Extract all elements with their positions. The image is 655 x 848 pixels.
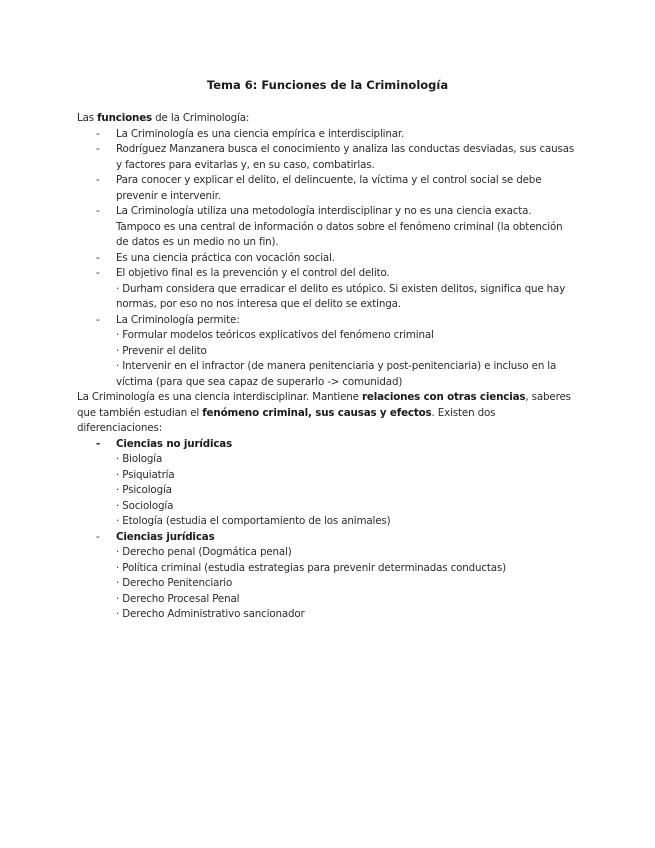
- science-item: · Derecho penal (Dogmática penal): [116, 546, 292, 558]
- science-item: · Derecho Penitenciario: [116, 577, 233, 589]
- function-subitem: · Intervenir en el infractor (de manera penitenciaria y post-penitenciaria) e incluso en la víctima (para que sea capaz de superarlo -> comunidad): [116, 360, 557, 388]
- non-legal-list: [116, 452, 577, 530]
- function-text: El objetivo final es la prevención y el control del delito.: [116, 267, 390, 279]
- relations-bold-2: fenómeno criminal, sus causas y efectos: [202, 406, 432, 419]
- relations-text-2: , saberes que también estudian el: [77, 391, 571, 419]
- function-subitem: · Formular modelos teóricos explicativos del fenómeno criminal: [116, 329, 434, 341]
- document-title: Tema 6: Funciones de la Criminología: [206, 78, 449, 92]
- legal-label: Ciencias jurídicas: [116, 530, 215, 543]
- science-item: · Sociología: [116, 499, 174, 512]
- legal-sciences: [77, 530, 577, 623]
- function-subitem: · Prevenir el delito: [116, 344, 207, 357]
- science-item: · Psicología: [116, 484, 172, 496]
- bullet-dash: -: [96, 313, 100, 326]
- science-item: · Etología (estudia el comportamiento de los animales): [116, 515, 391, 527]
- function-item: [77, 173, 577, 204]
- relations-text-3: . Existen dos diferenciaciones:: [77, 406, 496, 434]
- intro-bold: funciones: [97, 112, 153, 124]
- non-legal-label: Ciencias no jurídicas: [116, 437, 233, 450]
- function-item: [77, 313, 577, 391]
- science-item: · Política criminal (estudia estrategias para prevenir determinadas conductas): [116, 561, 507, 574]
- function-text: La Criminología es una ciencia empírica e interdisciplinar.: [116, 127, 405, 140]
- function-text: La Criminología utiliza una metodología interdisciplinar y no es una ciencia exacta. Tampoco es una central de información o datos sobre el fenómeno criminal (la obtención de datos es un medio no un fin).: [116, 205, 563, 248]
- relations-paragraph: [77, 390, 577, 437]
- function-subitem: · Durham considera que erradicar el delito es utópico. Si existen delitos, significa que hay normas, por eso no nos interesa que el delito se extinga.: [116, 282, 566, 310]
- science-item: · Derecho Administrativo sancionador: [116, 608, 305, 620]
- document-body: [77, 111, 577, 623]
- relations-text-1: La Criminología es una ciencia interdisciplinar. Mantiene: [77, 391, 362, 403]
- bullet-dash: -: [96, 174, 100, 186]
- bullet-dash: -: [96, 127, 100, 140]
- bullet-dash: -: [96, 267, 100, 279]
- bullet-dash: -: [96, 530, 100, 543]
- bullet-dash: -: [96, 205, 100, 217]
- science-item: · Derecho Procesal Penal: [116, 592, 240, 605]
- bullet-dash: -: [96, 437, 101, 450]
- science-item: · Biología: [116, 453, 163, 465]
- function-text: Para conocer y explicar el delito, el delincuente, la víctima y el control social se debe prevenir e intervenir.: [116, 174, 542, 202]
- intro-text: Las: [77, 112, 98, 124]
- function-item: [77, 251, 577, 267]
- bullet-dash: -: [96, 251, 100, 264]
- science-item: · Psiquiatría: [116, 468, 175, 481]
- non-legal-sciences: [77, 437, 577, 530]
- function-item: [77, 127, 577, 143]
- function-text: Rodríguez Manzanera busca el conocimiento y analiza las conductas desviadas, sus causas y factores para evitarlas y, en su caso, combatirlas.: [116, 143, 575, 171]
- function-text: La Criminología permite:: [116, 313, 240, 326]
- function-item: [77, 204, 577, 251]
- function-item: [77, 142, 577, 173]
- intro-text-end: de la Criminología:: [152, 112, 250, 124]
- functions-list: [77, 127, 577, 391]
- relations-bold-1: relaciones con otras ciencias: [361, 391, 526, 403]
- intro-paragraph: [77, 111, 577, 127]
- function-item: [77, 266, 577, 313]
- bullet-dash: -: [96, 143, 100, 155]
- legal-list: [116, 545, 577, 623]
- function-text: Es una ciencia práctica con vocación social.: [116, 251, 335, 264]
